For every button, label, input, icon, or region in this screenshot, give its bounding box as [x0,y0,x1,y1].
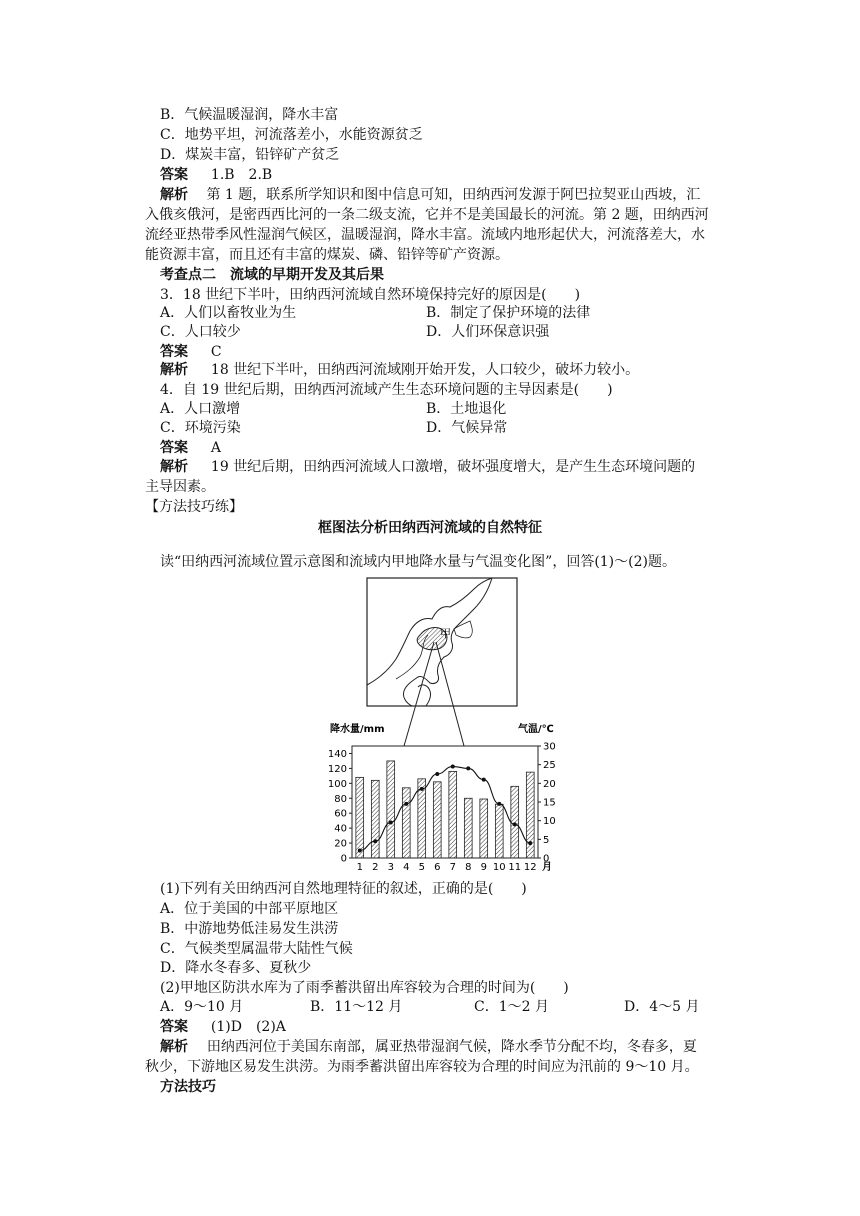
option-c: C．气候类型属温带大陆性气候 [160,941,353,957]
answer-value: (1)D (2)A [210,1019,286,1035]
answer-label: 答案 [160,440,188,456]
temperature-point [358,849,362,853]
answer-value: C [210,344,222,360]
precip-bar [371,780,379,858]
option-a: A．人口激增 [160,401,241,417]
precip-bar [402,788,410,858]
method-practice-tag: 【方法技巧练】 [145,499,243,515]
x-unit-label: 月 [542,862,552,873]
sub-question-stem: (2)甲地区防洪水库为了雨季蓄洪留出库容较为合理的时间为( ) [160,980,569,996]
y2-tick-label: 5 [543,834,550,846]
answer-row [160,438,740,458]
precip-bar [464,798,472,858]
analysis-text: 18 世纪下半叶，田纳西河流域刚开始开发，人口较少，破坏力较小。 [210,362,640,378]
temperature-point [513,822,517,826]
answer-value: A [210,440,222,456]
x-tick-label: 3 [387,862,394,873]
analysis-text: 19 世纪后期，田纳西河流域人口激增，破坏强度增大，是产生生态环境问题的 [210,459,696,475]
option-d: D．降水冬春多、夏秋少 [160,960,312,976]
analysis-text: 第 1 题，联系所学知识和图中信息可知，田纳西河发源于阿巴拉契亚山西坡，汇 [192,187,701,203]
temperature-point [451,765,455,769]
temperature-point [373,839,377,843]
y2-tick-label: 15 [543,797,556,809]
precip-bar [449,771,457,858]
option-b: B．气候温暖湿润，降水丰富 [160,107,339,123]
answer-row [160,1017,740,1037]
x-tick-label: 1 [356,862,363,873]
question-options [160,322,740,342]
y-axis-label: 降水量/mm [330,724,385,735]
y2-tick-label: 20 [543,778,556,790]
y2-ticks [538,742,556,865]
option-c: C．1～2 月 [474,999,549,1015]
analysis-row [160,360,740,380]
analysis-label: 解析 [160,459,188,475]
analysis-label: 解析 [160,187,188,203]
answer-label: 答案 [160,344,188,360]
analysis-line: 秋少，下游地区易发生洪涝。为雨季蓄洪留出库容较为合理的时间应为汛前的 9～10 月。 [145,1059,699,1075]
y-tick-label: 120 [327,763,347,775]
x-tick-label: 7 [449,862,456,873]
climate-chart [322,718,572,874]
precip-bar [511,786,519,858]
y2-tick-label: 10 [543,816,556,828]
answer-row [160,342,740,362]
temperature-point [420,787,424,791]
y2-axis-label: 气温/℃ [518,724,554,735]
precip-bar [387,761,395,858]
precip-bar [433,782,441,858]
analysis-line: 流经亚热带季风性湿润气候区，温暖湿润，降水丰富。流域内地形起伏大，河流落差大，水 [145,227,705,243]
y-tick-label: 60 [334,808,347,820]
temperature-point [435,772,439,776]
answer-label: 答案 [160,167,188,183]
analysis-label: 解析 [160,1039,188,1055]
x-tick-label: 5 [418,862,425,873]
option-c: C．环境污染 [160,420,241,436]
temperature-point [528,841,532,845]
option-b: B．中游地势低洼易发生洪涝 [160,921,339,937]
option-b: B．土地退化 [426,401,507,417]
x-tick-label: 6 [434,862,441,873]
question-options [160,418,740,438]
x-tick-label: 9 [480,862,487,873]
read-prompt: 读“田纳西河流域位置示意图和流域内甲地降水量与气温变化图”，回答(1)～(2)题。 [160,554,676,570]
option-d: D．煤炭丰富，铅锌矿产贫乏 [160,147,340,163]
option-a: A．9～10 月 [160,999,244,1015]
question-options [160,303,740,323]
temperature-point [466,766,470,770]
x-tick-label: 8 [465,862,472,873]
answer-label: 答案 [160,1019,188,1035]
x-tick-label: 4 [403,862,410,873]
section-heading: 考查点二 流域的早期开发及其后果 [160,267,384,283]
x-tick-label: 10 [492,862,506,873]
y-tick-label: 140 [327,748,347,760]
analysis-row [160,457,740,477]
question-stem: 4．自 19 世纪后期，田纳西河流域产生生态环境问题的主导因素是( ) [160,382,613,398]
answer-value: 1.B 2.B [210,167,273,183]
option-c: C．地势平坦，河流落差小，水能资源贫乏 [160,127,423,143]
method-title: 框图法分析田纳西河流域的自然特征 [318,520,542,536]
precip-bar [480,799,488,858]
option-a: A．人们以畜牧业为生 [160,305,297,321]
analysis-line: 主导因素。 [145,479,215,495]
question-options [160,399,740,419]
option-b: B．11～12 月 [310,999,403,1015]
option-d: D．人们环保意识强 [426,324,550,340]
option-c: C．人口较少 [160,324,241,340]
plot-frame [352,746,538,858]
precip-bar [356,777,364,858]
option-b: B．制定了保护环境的法律 [426,305,591,321]
x-tick-label: 2 [372,862,379,873]
method-tip-heading: 方法技巧 [160,1079,216,1095]
analysis-row [160,1037,740,1057]
temperature-point [389,821,393,825]
y-tick-label: 40 [334,823,347,835]
question-options [160,997,740,1017]
map-label-jia: 甲 [440,627,451,640]
sub-question-stem: (1)下列有关田纳西河自然地理特征的叙述，正确的是( ) [160,881,527,897]
precip-bar [526,772,534,858]
x-tick-label: 12 [523,862,537,873]
x-ticks [357,862,537,873]
y2-tick-label: 30 [543,741,556,753]
y2-tick-label: 0 [543,853,550,865]
temperature-point [482,778,486,782]
analysis-text: 田纳西河位于美国东南部，属亚热带湿润气候，降水季节分配不均，冬春多，夏 [206,1039,697,1055]
y-ticks [328,749,352,865]
y-tick-label: 0 [340,853,347,865]
question-stem: 3．18 世纪下半叶，田纳西河流域自然环境保持完好的原因是( ) [160,287,581,303]
y-tick-label: 20 [334,838,347,850]
y2-tick-label: 25 [543,760,556,772]
analysis-line: 入俄亥俄河，是密西西比河的一条二级支流，它并不是美国最长的河流。第 2 题，田纳西河 [145,207,709,223]
analysis-line: 能资源丰富，而且还有丰富的煤炭、磷、铅锌等矿产资源。 [145,247,509,263]
x-tick-label: 11 [508,862,522,873]
y-tick-label: 100 [327,778,347,790]
precip-bar [495,804,503,858]
analysis-label: 解析 [160,362,188,378]
temperature-point [497,802,501,806]
y-tick-label: 80 [334,793,347,805]
option-a: A．位于美国的中部平原地区 [160,901,339,917]
option-d: D．气候异常 [426,420,508,436]
option-d: D．4～5 月 [624,999,700,1015]
answer-row [160,165,740,185]
temperature-point [404,802,408,806]
analysis-row [160,185,740,205]
